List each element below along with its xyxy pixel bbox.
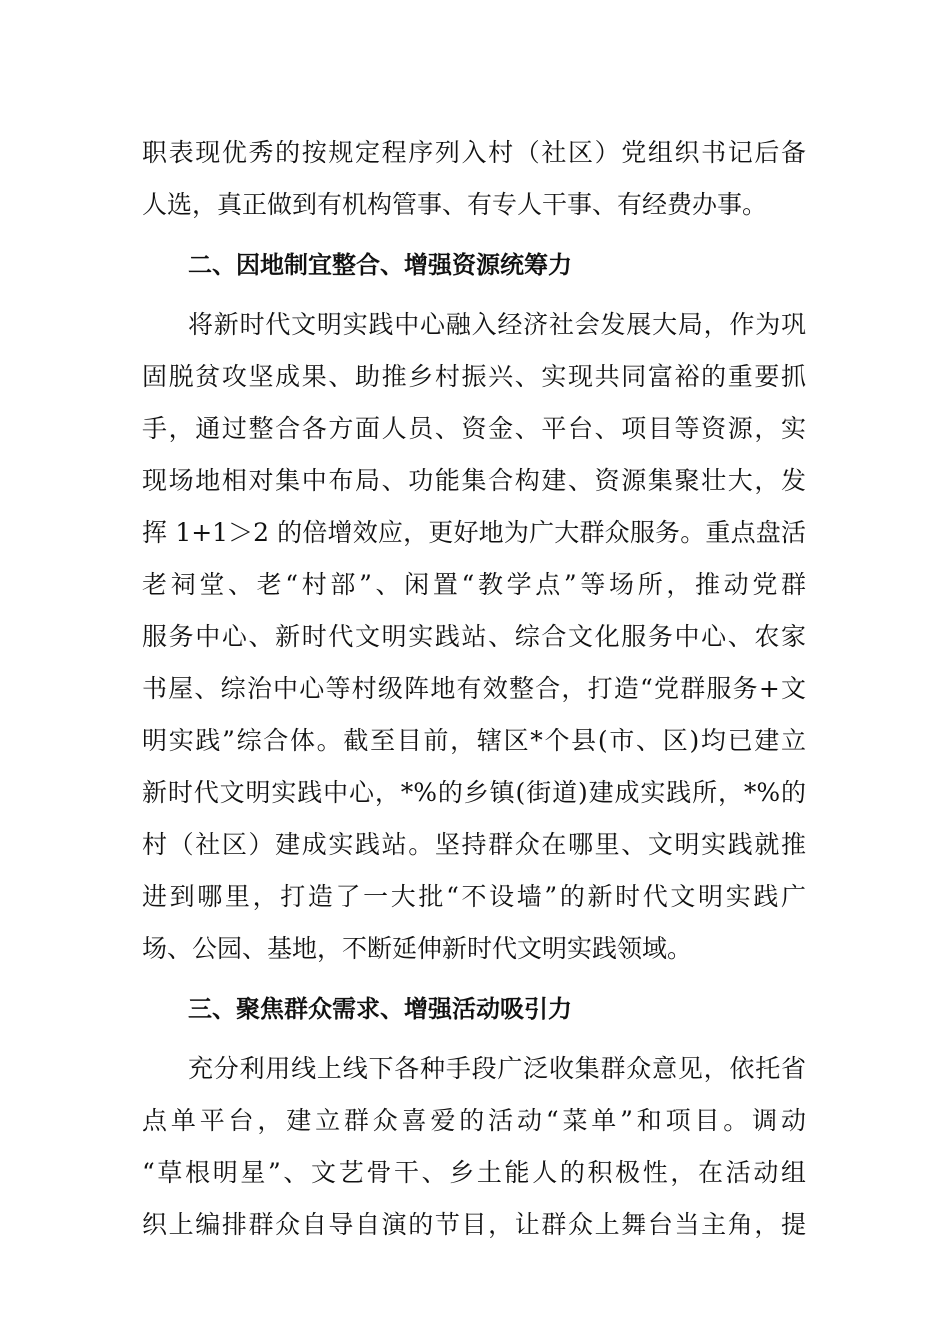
paragraph-2-line-3: 手，通过整合各方面人员、资金、平台、项目等资源，实 <box>142 414 806 443</box>
paragraph-2-line-6: 老祠堂、老“村部”、闲置“教学点”等场所，推动党群 <box>142 570 806 599</box>
paragraph-2-line-13: 场、公园、基地，不断延伸新时代文明实践领域。 <box>142 934 693 963</box>
paragraph-2-line-4: 现场地相对集中布局、功能集合构建、资源集聚壮大，发 <box>142 466 806 495</box>
paragraph-2-line-7: 服务中心、新时代文明实践站、综合文化服务中心、农家 <box>142 622 806 651</box>
paragraph-3-line-3: “草根明星”、文艺骨干、乡土能人的积极性，在活动组 <box>142 1158 806 1187</box>
paragraph-1-line-2: 人选，真正做到有机构管事、有专人干事、有经费办事。 <box>142 190 768 219</box>
paragraph-2-line-1: 将新时代文明实践中心融入经济社会发展大局，作为巩 <box>188 310 806 339</box>
paragraph-3-line-1: 充分利用线上线下各种手段广泛收集群众意见，依托省 <box>188 1054 806 1083</box>
paragraph-2-line-9: 明实践”综合体。截至目前，辖区*个县(市、区)均已建立 <box>142 726 806 755</box>
paragraph-1-line-1: 职表现优秀的按规定程序列入村（社区）党组织书记后备 <box>142 138 806 167</box>
paragraph-2-line-10: 新时代文明实践中心，*%的乡镇(街道)建成实践所，*%的 <box>142 778 806 807</box>
paragraph-3-line-2: 点单平台，建立群众喜爱的活动“菜单”和项目。调动 <box>142 1106 806 1135</box>
paragraph-2-line-12: 进到哪里，打造了一大批“不设墙”的新时代文明实践广 <box>142 882 806 911</box>
paragraph-3-line-4: 织上编排群众自导自演的节目，让群众上舞台当主角，提 <box>142 1210 806 1239</box>
section-heading-3: 三、聚焦群众需求、增强活动吸引力 <box>188 995 572 1023</box>
paragraph-2-line-8: 书屋、综治中心等村级阵地有效整合，打造“党群服务+文 <box>142 674 806 703</box>
paragraph-2-line-2: 固脱贫攻坚成果、助推乡村振兴、实现共同富裕的重要抓 <box>142 362 806 391</box>
paragraph-2-line-11: 村（社区）建成实践站。坚持群众在哪里、文明实践就推 <box>142 830 806 859</box>
paragraph-2-line-5: 挥 1+1＞2 的倍增效应，更好地为广大群众服务。重点盘活 <box>142 518 806 547</box>
section-heading-2: 二、因地制宜整合、增强资源统筹力 <box>188 251 572 279</box>
